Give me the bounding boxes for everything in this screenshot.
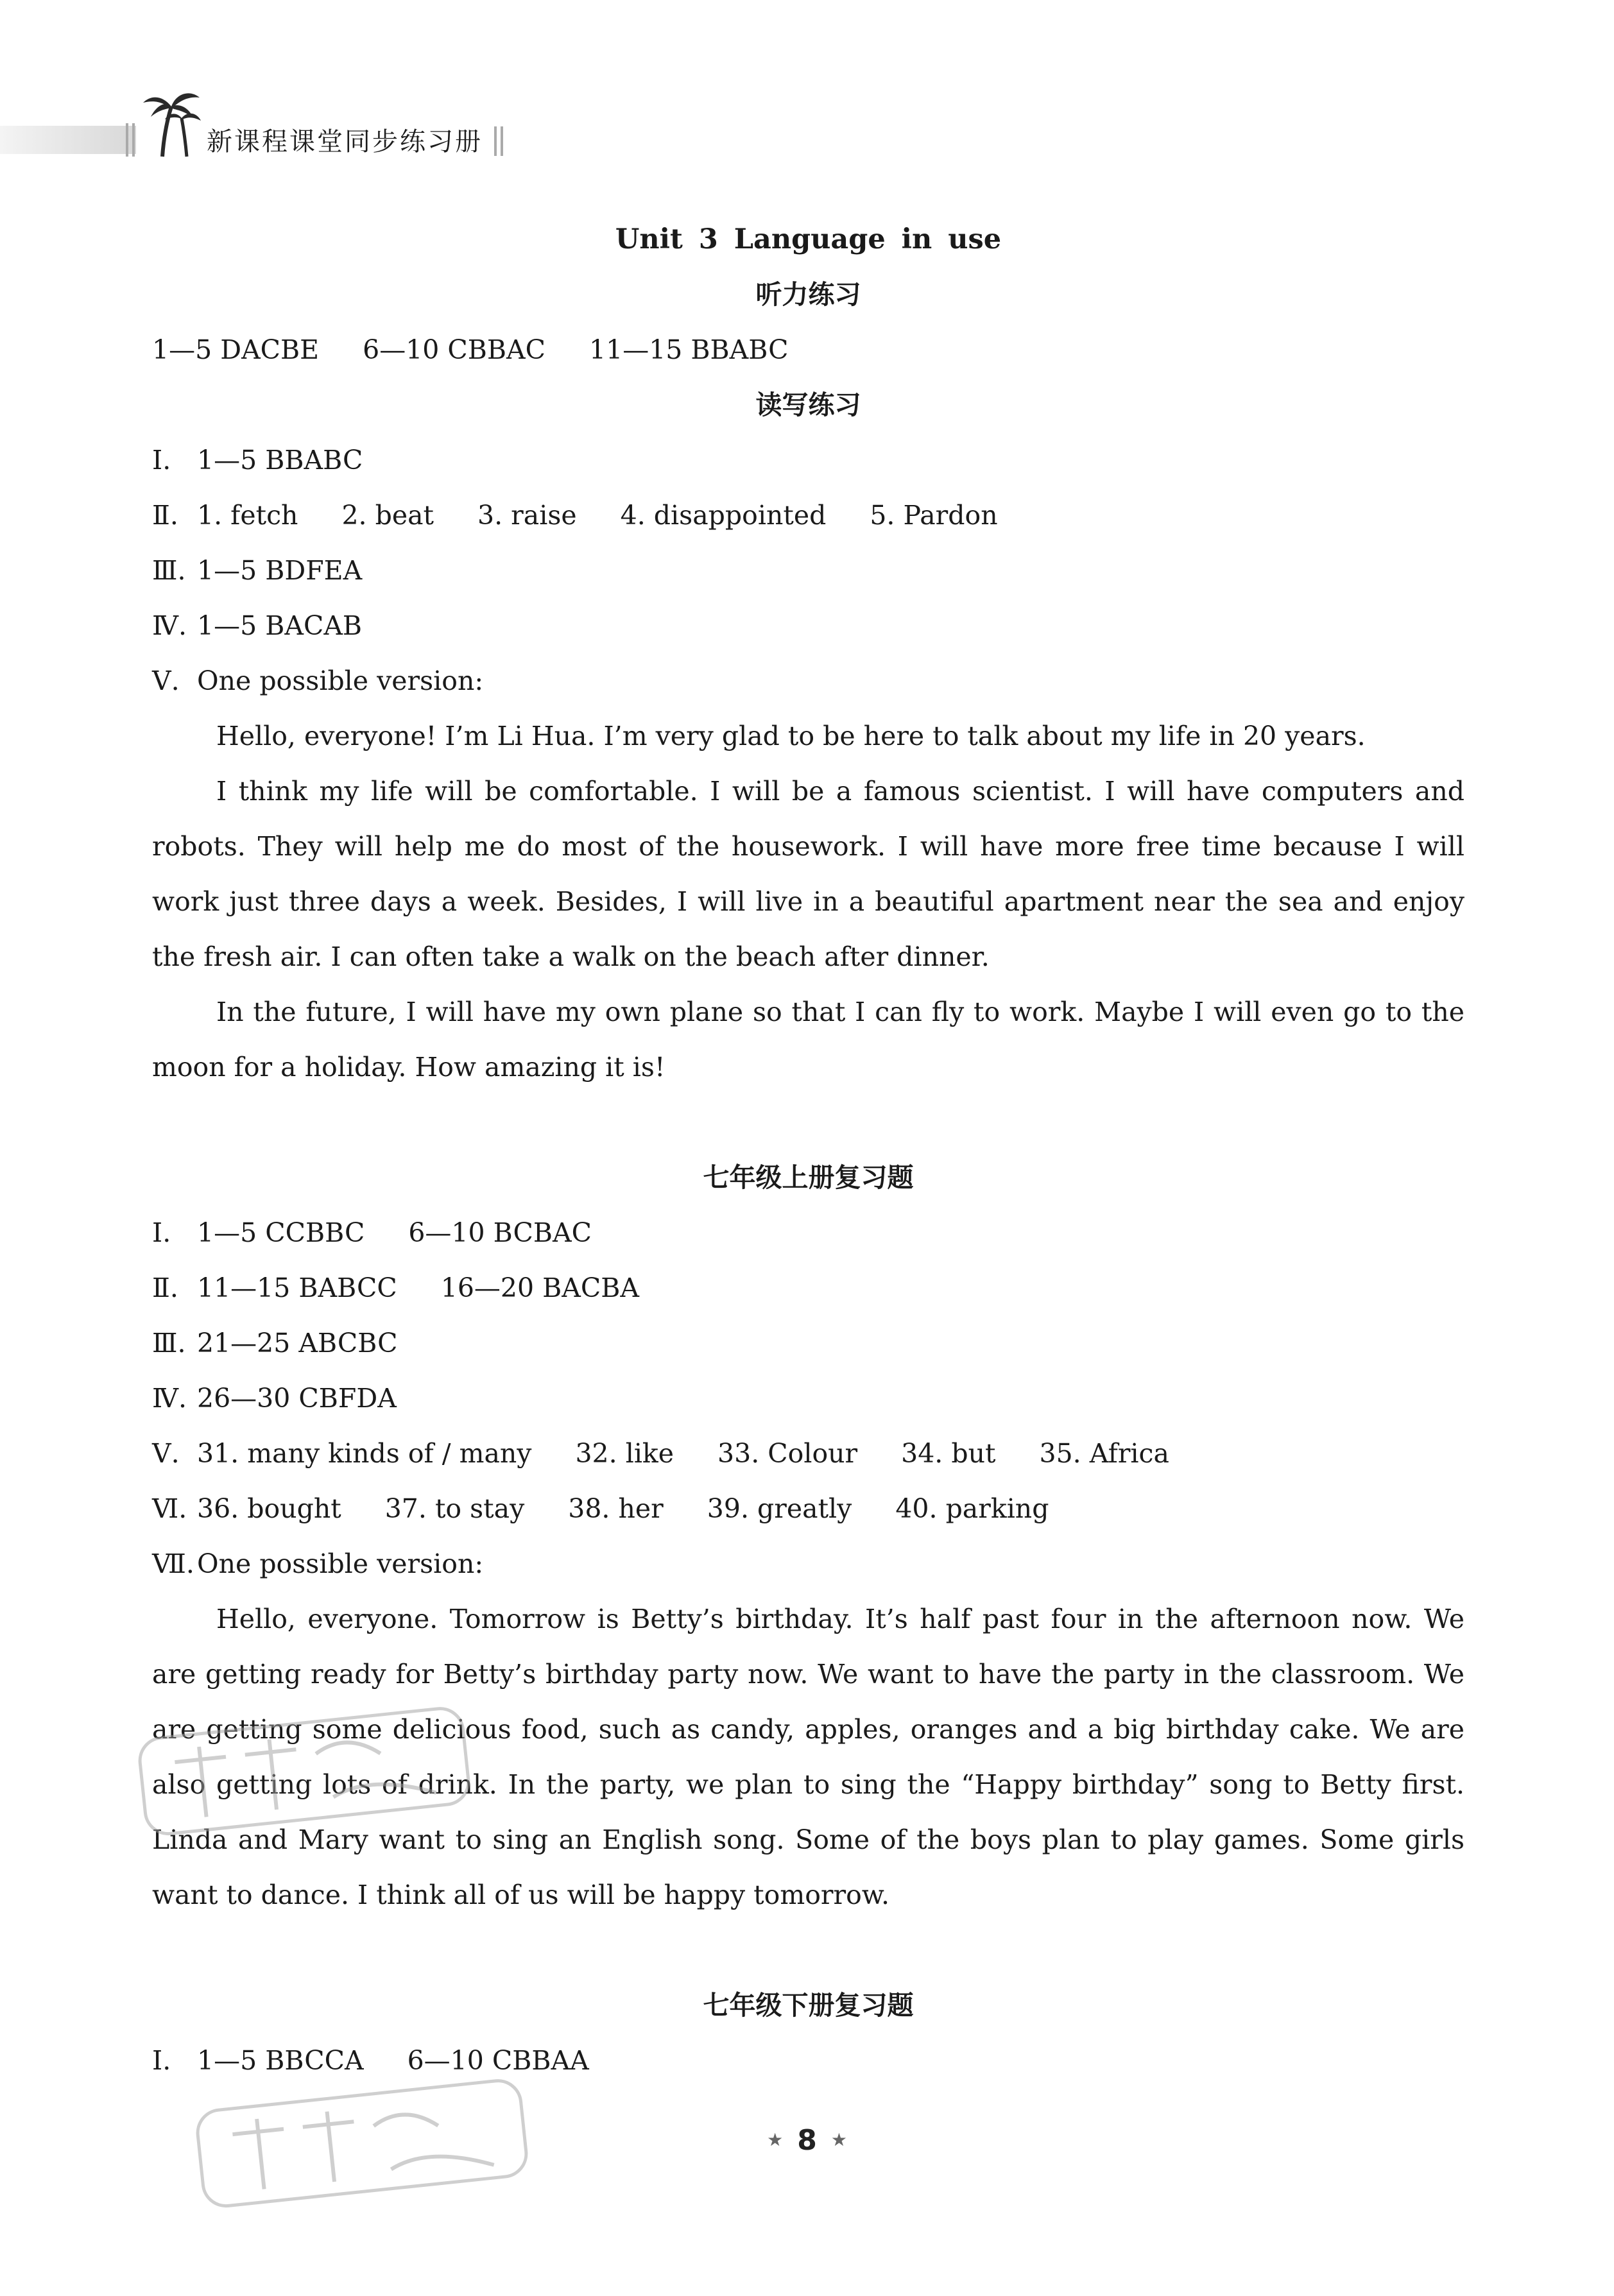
answer-group: One possible version: [197,665,484,696]
answer-group: 1—5 BBCCA [197,2045,364,2076]
answer-group: 37. to stay [384,1493,525,1524]
listening-answers [152,322,1464,377]
answer-group: 11—15 BBABC [589,334,789,365]
answer-group: 6—10 CBBAA [407,2045,589,2076]
answer-group: One possible version: [197,1548,484,1579]
answer-group: 39. greatly [707,1493,852,1524]
answer-group: 3. raise [477,500,577,531]
answer-group: 1—5 CCBBC [197,1217,365,1248]
answer-group: 38. her [568,1493,664,1524]
answer-line [152,543,1464,598]
star-icon: ★ [830,2129,847,2150]
item-number: Ⅶ. [152,1548,194,1579]
item-number: Ⅰ. [152,445,171,475]
answer-group: 16—20 BACBA [440,1272,639,1303]
answer-line [152,653,1464,708]
answer-line [152,488,1464,543]
essay-paragraph: I think my life will be comfortable. I will be a famous scientist. I will have computers and robots. They will help me do most of the housework. I will have more free time because I will work just three days a week. Besides, I will live in a beautiful apartment near the sea and enjoy the fresh air. I can often take a walk on the beach after dinner. [152,776,1464,972]
answer-group: 33. Colour [717,1438,858,1469]
answer-group: 4. disappointed [620,500,827,531]
page-number: 8 [797,2124,817,2157]
answer-group: 34. but [901,1438,996,1469]
answer-line [152,1260,1464,1315]
book-title: 新课程课堂同步练习册 [207,127,483,157]
answer-group: 26—30 CBFDA [197,1383,397,1414]
answer-group: 36. bought [197,1493,341,1524]
answer-line [152,433,1464,488]
answer-group: 11—15 BABCC [197,1272,397,1303]
answer-group: 40. parking [895,1493,1049,1524]
answer-group: 1. fetch [197,500,298,531]
item-number: Ⅴ. [152,1438,180,1469]
header-end-lines [493,126,507,156]
answer-line [152,1205,1464,1260]
item-number: Ⅰ. [152,1217,171,1248]
answer-group: 6—10 CBBAC [363,334,546,365]
answer-group: 6—10 BCBAC [408,1217,592,1248]
review-lower-title: 七年级下册复习题 [703,1990,914,2021]
answer-line [152,2033,1464,2088]
answer-line [152,1371,1464,1426]
answer-group: 2. beat [341,500,434,531]
item-number: Ⅲ. [152,555,186,586]
review-upper-title: 七年级上册复习题 [703,1162,914,1193]
answer-group: 5. Pardon [870,500,998,531]
essay-paragraph: In the future, I will have my own plane so that I can fly to work. Maybe I will even go to the moon for a holiday. How amazing it is! [152,997,1464,1083]
answer-group: 1—5 BDFEA [197,555,363,586]
answer-group: 31. many kinds of / many [197,1438,532,1469]
essay-paragraph: Hello, everyone. Tomorrow is Betty’s birthday. It’s half past four in the afternoon now. We are getting ready for Betty’s birthday party now. We want to have the party in the classroom. We are getting some delicious food, such as candy, apples, oranges and a big birthday cake. We are also getting lots of drink. In the party, we plan to sing the “Happy birthday” song to Betty first. Linda and Mary want to sing an English song. Some of the boys plan to play games. Some girls want to dance. I think all of us will be happy tomorrow. [152,1604,1464,1910]
unit3-title: Unit 3 Language in use [615,223,1002,255]
essay-paragraph: Hello, everyone! I’m Li Hua. I’m very glad to be here to talk about my life in 20 years. [216,721,1366,751]
answer-group: 21—25 ABCBC [197,1328,398,1358]
answer-line [152,598,1464,653]
answer-line [152,1481,1464,1536]
palm-tree-icon [132,81,205,158]
answer-group: 1—5 BACAB [197,610,363,641]
answer-group: 32. like [575,1438,674,1469]
page-number-footer [0,2124,1614,2157]
answer-group: 1—5 DACBE [152,334,320,365]
star-icon: ★ [767,2129,784,2150]
item-number: Ⅱ. [152,500,178,531]
answer-group: 1—5 BBABC [197,445,363,475]
item-number: Ⅵ. [152,1493,187,1524]
answer-line [152,1426,1464,1481]
item-number: Ⅴ. [152,665,180,696]
answer-line [152,1536,1464,1591]
reading-writing-title: 读写练习 [755,390,861,420]
answer-group: 35. Africa [1039,1438,1169,1469]
item-number: Ⅱ. [152,1272,178,1303]
item-number: Ⅳ. [152,1383,187,1414]
item-number: Ⅰ. [152,2045,171,2076]
header-gradient-bar [0,126,136,154]
item-number: Ⅲ. [152,1328,186,1358]
listening-title: 听力练习 [755,279,861,310]
answer-line [152,1315,1464,1371]
answer-content [152,212,1464,2088]
item-number: Ⅳ. [152,610,187,641]
